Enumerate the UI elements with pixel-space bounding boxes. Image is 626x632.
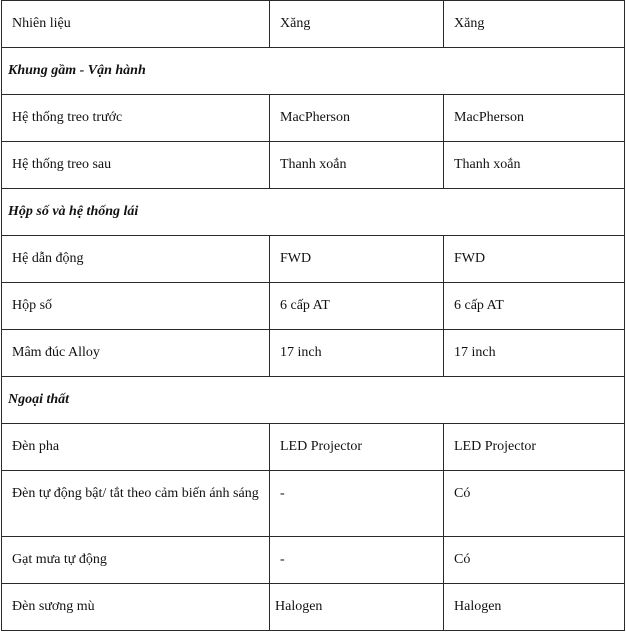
- table-row: [2, 1, 625, 48]
- row-value-1: Thanh xoắn: [270, 142, 444, 189]
- row-label: Gạt mưa tự động: [2, 537, 270, 584]
- section-heading: Khung gầm - Vận hành: [2, 48, 625, 95]
- section-heading: Hộp số và hệ thống lái: [2, 189, 625, 236]
- section-row: [2, 189, 625, 236]
- row-label: Hệ thống treo sau: [2, 142, 270, 189]
- row-value-1: MacPherson: [270, 95, 444, 142]
- row-value-2: Có: [444, 471, 625, 537]
- table-row: [2, 584, 625, 631]
- row-value-1: Halogen: [270, 584, 444, 631]
- table-row: [2, 330, 625, 377]
- row-value-2: Halogen: [444, 584, 625, 631]
- section-row: [2, 48, 625, 95]
- row-value-2: FWD: [444, 236, 625, 283]
- row-value-2: Thanh xoắn: [444, 142, 625, 189]
- row-value-2: MacPherson: [444, 95, 625, 142]
- table-row: [2, 142, 625, 189]
- row-label: Hộp số: [2, 283, 270, 330]
- row-label: Hệ thống treo trước: [2, 95, 270, 142]
- spec-table: [1, 0, 625, 631]
- row-label: Đèn sương mù: [2, 584, 270, 631]
- table-row: [2, 95, 625, 142]
- row-value-2: Xăng: [444, 1, 625, 48]
- row-value-1: LED Projector: [270, 424, 444, 471]
- row-label: Mâm đúc Alloy: [2, 330, 270, 377]
- row-value-1: 6 cấp AT: [270, 283, 444, 330]
- row-value-1: FWD: [270, 236, 444, 283]
- row-label: Đèn pha: [2, 424, 270, 471]
- row-value-1: -: [270, 471, 444, 537]
- row-value-1: Xăng: [270, 1, 444, 48]
- row-value-2: 6 cấp AT: [444, 283, 625, 330]
- row-value-2: 17 inch: [444, 330, 625, 377]
- row-label: Đèn tự động bật/ tắt theo cảm biến ánh sáng: [2, 471, 270, 537]
- row-value-1: -: [270, 537, 444, 584]
- row-label: Nhiên liệu: [2, 1, 270, 48]
- table-row: [2, 537, 625, 584]
- table-row: [2, 283, 625, 330]
- table-row: [2, 471, 625, 537]
- table-row: [2, 424, 625, 471]
- row-value-1: 17 inch: [270, 330, 444, 377]
- row-value-2: LED Projector: [444, 424, 625, 471]
- row-value-2: Có: [444, 537, 625, 584]
- table-row: [2, 236, 625, 283]
- row-label: Hệ dẫn động: [2, 236, 270, 283]
- section-row: [2, 377, 625, 424]
- section-heading: Ngoại thất: [2, 377, 625, 424]
